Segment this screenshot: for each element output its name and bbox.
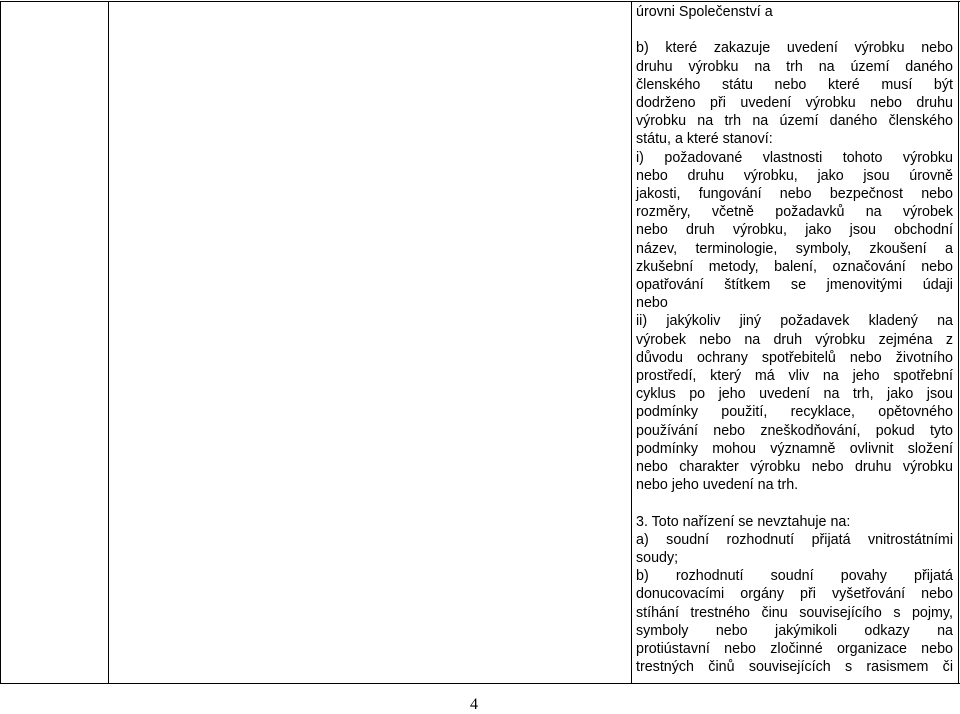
table-top-border — [0, 1, 960, 2]
table-bottom-border — [0, 683, 960, 684]
column-divider-3 — [631, 1, 632, 684]
text-line: dodrženo při uvedení výrobku nebo druhu — [636, 95, 953, 111]
text-line: i) požadované vlastnosti tohoto výrobku — [636, 149, 953, 166]
text-line: stíhání trestného činu souvisejícího s pojmy, — [636, 604, 953, 621]
text-line: opatřování štítkem se jmenovitými údaji — [636, 277, 953, 294]
text-line: cyklus po jeho uvedení na trh, jako jsou — [636, 386, 953, 403]
text-line: prostředí, který má vliv na jeho spotřební — [636, 368, 953, 385]
text-line: symboly nebo jakýmikoli odkazy na — [636, 622, 953, 639]
text-line: nebo charakter výrobku nebo druhu výrobku — [636, 459, 953, 476]
text-line: soudy; — [636, 550, 679, 567]
text-line: nebo druhu výrobku, jako jsou úrovně — [636, 167, 953, 184]
text-line: donucovacími orgány při vyšetřování nebo — [636, 586, 953, 603]
text-line: a) soudní rozhodnutí přijatá vnitrostátními — [636, 531, 953, 548]
paragraph-i — [636, 149, 953, 313]
text-line: název, terminologie, symboly, zkoušení a — [636, 240, 953, 257]
text-line: b) které zakazuje uvedení výrobku nebo — [636, 40, 953, 57]
text-line: výrobek nebo na druh výrobku zejména z — [636, 331, 953, 348]
column-divider-1 — [0, 1, 1, 684]
text-line: zkušební metody, balení, označování nebo — [636, 258, 953, 275]
paragraph-3a — [636, 531, 953, 567]
text-cell — [636, 3, 953, 676]
paragraph-b — [636, 39, 953, 148]
text-line: nebo — [636, 295, 668, 312]
paragraph-ii — [636, 312, 953, 494]
column-divider-2 — [108, 1, 109, 684]
text-line: podmínky použití, recyklace, opětovného — [636, 404, 953, 421]
text-line: výrobku na trh na území daného členského — [636, 113, 953, 130]
text-line: členského státu nebo které musí být — [636, 76, 953, 93]
section-3-heading: 3. Toto nařízení se nevztahuje na: — [636, 513, 851, 530]
text-line: nebo druh výrobku, jako jsou obchodní — [636, 222, 953, 239]
text-line: b) rozhodnutí soudní povahy přijatá — [636, 568, 953, 585]
text-line: nebo jeho uvedení na trh. — [636, 477, 799, 494]
page-number: 4 — [470, 696, 478, 713]
text-line: druhu výrobku na trh na území daného — [636, 58, 953, 75]
text-line: podmínky mohou významně ovlivnit složení — [636, 440, 953, 457]
text-line: rozměry, včetně požadavků na výrobek — [636, 204, 953, 221]
text-line: jakosti, fungování nebo bezpečnost nebo — [636, 186, 953, 203]
text-line: používání nebo zneškodňování, pokud tyto — [636, 422, 953, 439]
top-line: úrovni Společenství a — [636, 4, 773, 20]
paragraph-3b — [636, 567, 953, 676]
text-line: státu, a které stanoví: — [636, 131, 773, 148]
text-line: ii) jakýkoliv jiný požadavek kladený na — [636, 313, 953, 330]
text-line: protiústavní nebo zločinné organizace nebo — [636, 641, 953, 658]
column-divider-4 — [958, 1, 959, 684]
text-line: důvodu ochrany spotřebitelů nebo životního — [636, 349, 953, 366]
text-line: trestných činů souvisejících s rasismem či — [636, 659, 953, 676]
